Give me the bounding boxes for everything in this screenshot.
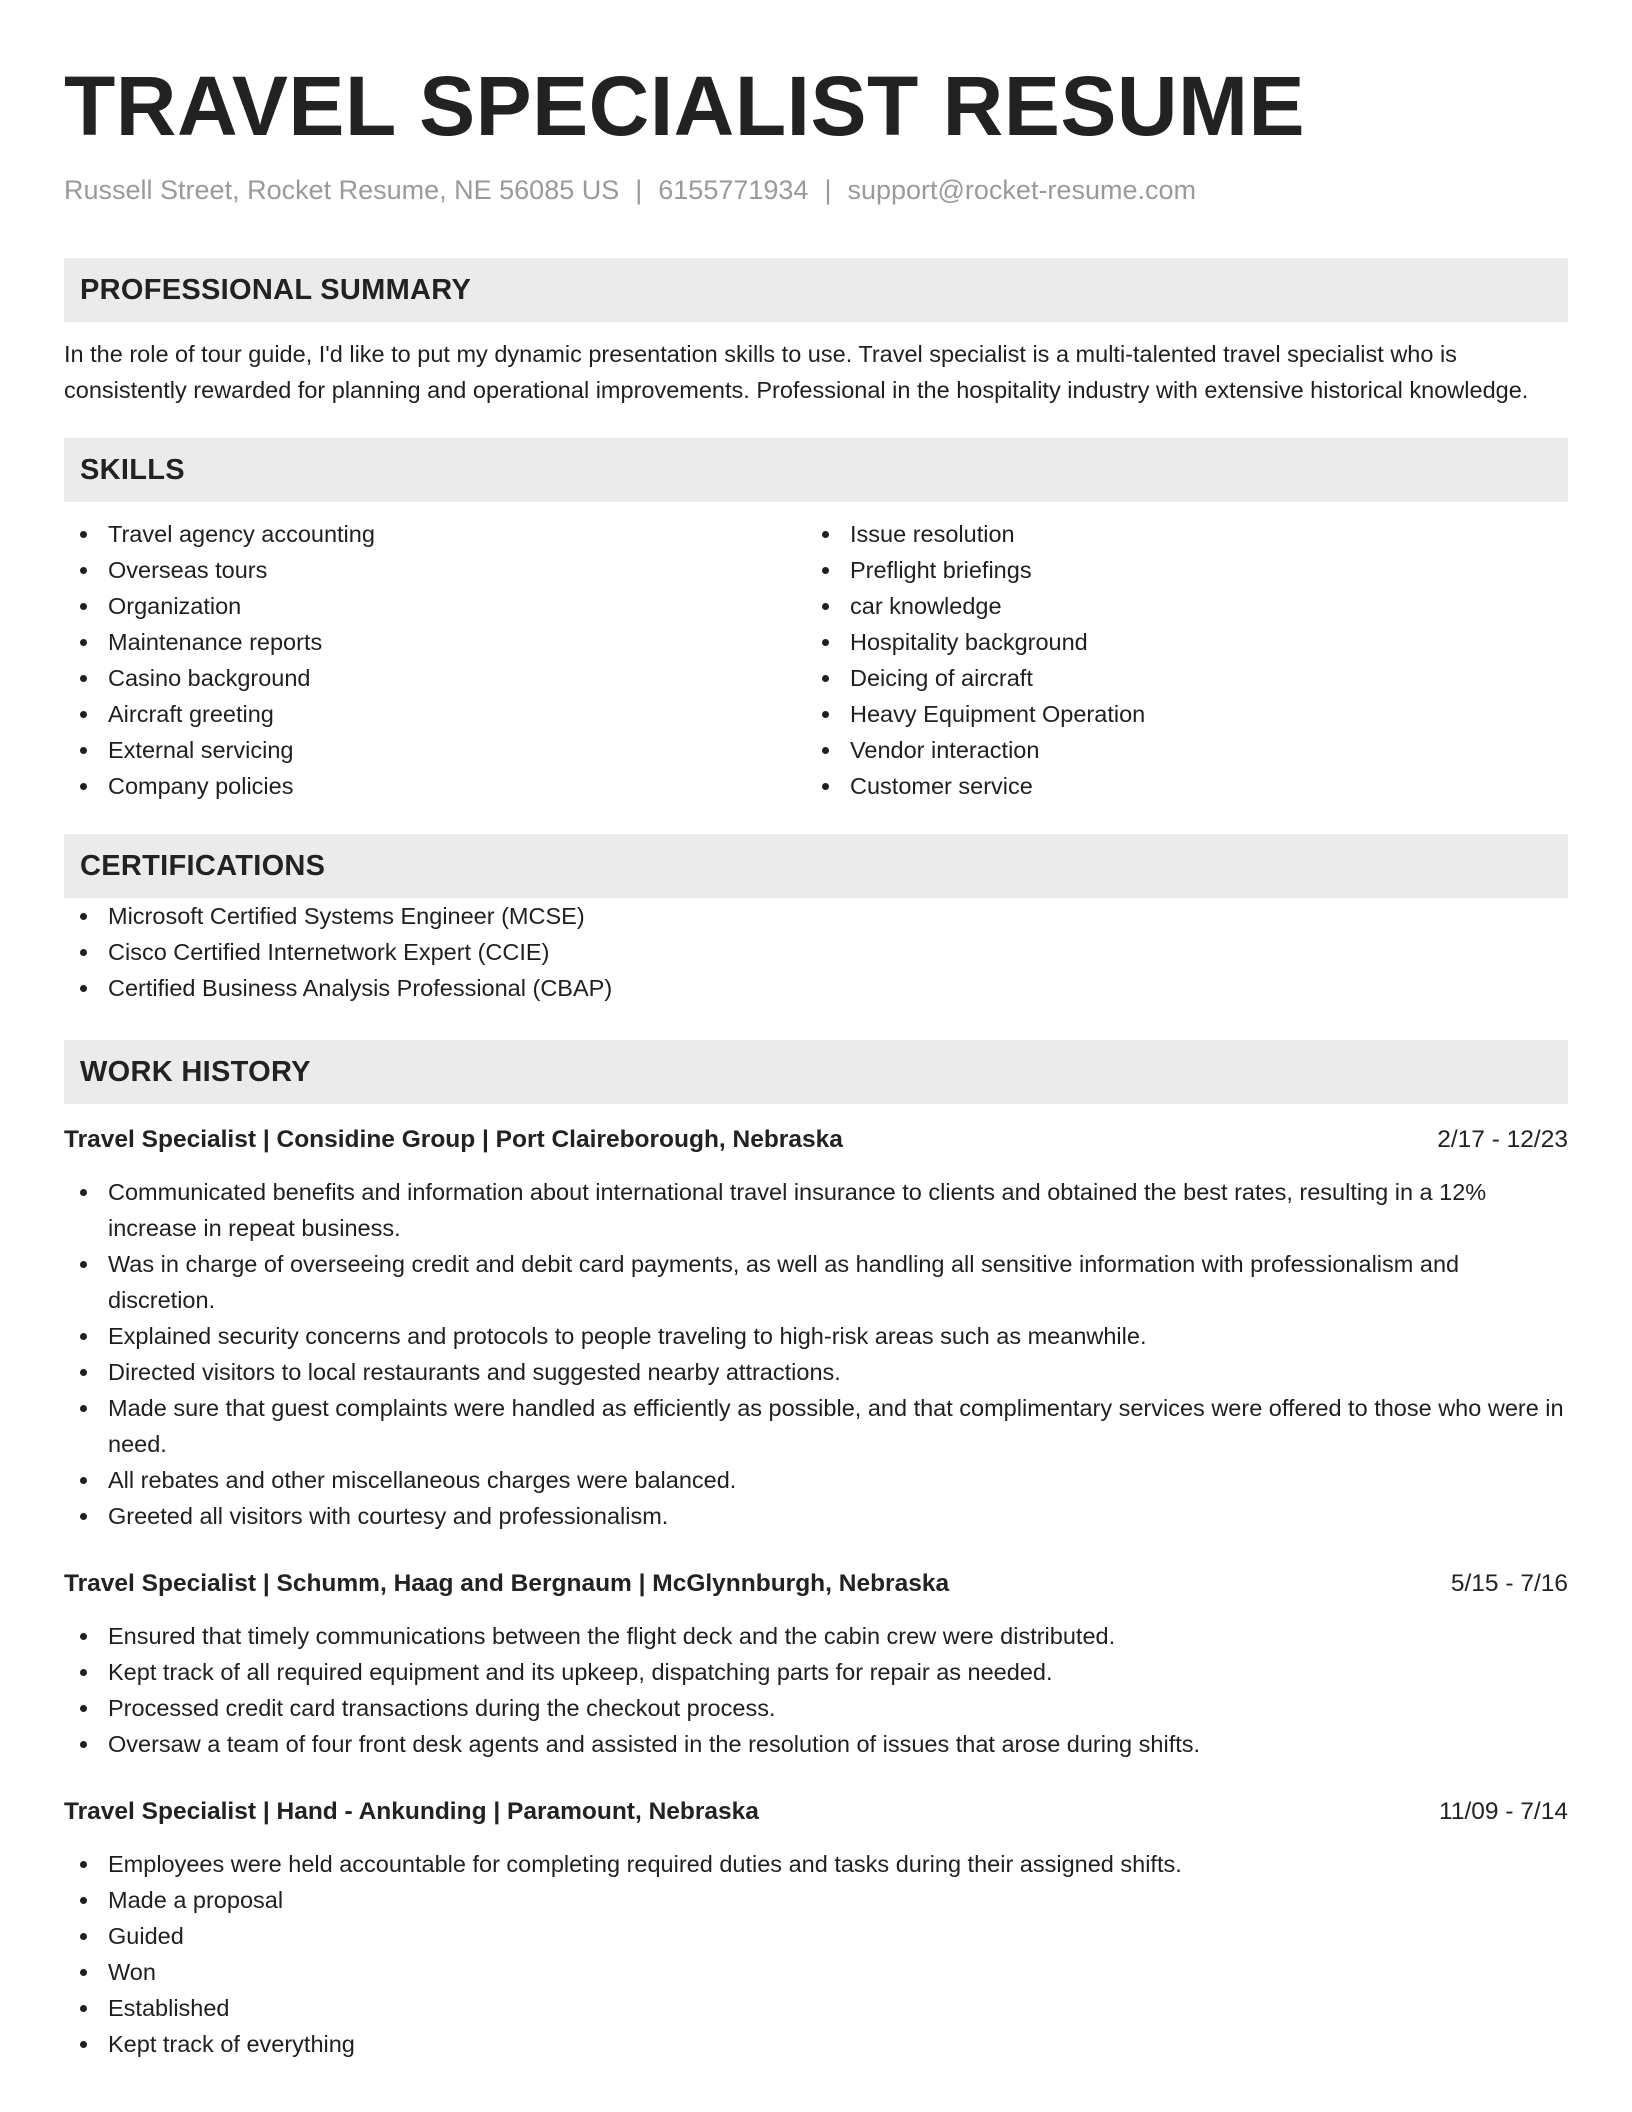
skill-item-text: Vendor interaction — [850, 737, 1040, 764]
job-dates: 2/17 - 12/23 — [1437, 1126, 1568, 1154]
skills-grid — [64, 516, 1568, 804]
skill-item-text: Deicing of aircraft — [850, 665, 1033, 692]
bullet-dot-icon — [80, 639, 87, 646]
work-history-list — [64, 1122, 1568, 2062]
bullet-dot-icon — [80, 1633, 87, 1640]
bullet-dot-icon — [80, 1405, 87, 1412]
skill-item — [64, 588, 806, 624]
job-bullet-text: Greeted all visitors with courtesy and professionalism. — [108, 1503, 669, 1530]
bullet-dot-icon — [822, 567, 829, 574]
summary-text: In the role of tour guide, I'd like to put my dynamic presentation skills to use. Travel specialist is a multi-talented travel specialist who is consistently rewarded for planning and operational improvements. Professional in the hospitality industry with extensive historical knowledge. — [64, 341, 1529, 404]
certification-item — [64, 898, 1568, 934]
job-bullet — [64, 1498, 1568, 1534]
bullet-dot-icon — [80, 913, 87, 920]
skills-list-right — [806, 516, 1548, 804]
job-bullet-text: Directed visitors to local restaurants and suggested nearby attractions. — [108, 1359, 841, 1386]
skill-item — [806, 696, 1548, 732]
job-header — [64, 1794, 1568, 1830]
bullet-dot-icon — [80, 1933, 87, 1940]
bullet-dot-icon — [80, 603, 87, 610]
job-bullet-text: Made a proposal — [108, 1887, 284, 1914]
certification-item — [64, 934, 1568, 970]
contact-email[interactable]: support@rocket-resume.com — [847, 175, 1196, 205]
certifications-list — [64, 898, 1568, 1006]
bullet-dot-icon — [80, 2041, 87, 2048]
bullet-dot-icon — [822, 675, 829, 682]
job-entry — [64, 1122, 1568, 1534]
job-dates: 11/09 - 7/14 — [1439, 1798, 1568, 1826]
bullet-dot-icon — [80, 1261, 87, 1268]
job-bullet — [64, 1918, 1568, 1954]
bullet-dot-icon — [822, 711, 829, 718]
job-bullet-text: Established — [108, 1995, 230, 2022]
job-title: Travel Specialist | Hand - Ankunding | Paramount, Nebraska — [64, 1798, 759, 1826]
job-bullet-text: Won — [108, 1959, 156, 1986]
skill-item — [64, 516, 806, 552]
bullet-dot-icon — [80, 675, 87, 682]
skill-item-text: Travel agency accounting — [108, 521, 375, 548]
job-bullet-list — [64, 1618, 1568, 1762]
bullet-dot-icon — [80, 1897, 87, 1904]
skill-item — [64, 696, 806, 732]
job-bullet — [64, 1690, 1568, 1726]
contact-phone: 6155771934 — [658, 175, 809, 205]
job-bullet — [64, 1990, 1568, 2026]
skill-item-text: Preflight briefings — [850, 557, 1032, 584]
skill-item-text: Maintenance reports — [108, 629, 323, 656]
skill-item — [806, 516, 1548, 552]
skills-list-left — [64, 516, 806, 804]
job-title: Travel Specialist | Considine Group | Port Claireborough, Nebraska — [64, 1126, 843, 1154]
job-entry — [64, 1566, 1568, 1762]
job-bullet-list — [64, 1846, 1568, 2062]
bullet-dot-icon — [80, 1189, 87, 1196]
skill-item-text: External servicing — [108, 737, 294, 764]
job-bullet — [64, 1654, 1568, 1690]
bullet-dot-icon — [80, 783, 87, 790]
bullet-dot-icon — [80, 1369, 87, 1376]
job-bullet-text: All rebates and other miscellaneous charges were balanced. — [108, 1467, 737, 1494]
skills-column-right — [806, 516, 1548, 804]
job-bullet — [64, 1246, 1568, 1318]
job-bullet-list — [64, 1174, 1568, 1534]
section-header-certifications: CERTIFICATIONS — [64, 834, 1568, 898]
bullet-dot-icon — [80, 1705, 87, 1712]
bullet-dot-icon — [80, 531, 87, 538]
job-title: Travel Specialist | Schumm, Haag and Bergnaum | McGlynnburgh, Nebraska — [64, 1570, 950, 1598]
job-bullet — [64, 1354, 1568, 1390]
contact-address: Russell Street, Rocket Resume, NE 56085 US — [64, 175, 620, 205]
job-header — [64, 1122, 1568, 1158]
certification-item-text: Microsoft Certified Systems Engineer (MCSE) — [108, 903, 585, 930]
bullet-dot-icon — [822, 531, 829, 538]
job-entry — [64, 1794, 1568, 2062]
job-bullet — [64, 1954, 1568, 1990]
bullet-dot-icon — [80, 949, 87, 956]
skill-item-text: car knowledge — [850, 593, 1002, 620]
skills-column-left — [64, 516, 806, 804]
job-bullet — [64, 1318, 1568, 1354]
skill-item — [64, 552, 806, 588]
skill-item — [806, 660, 1548, 696]
job-bullet — [64, 1726, 1568, 1762]
skill-item — [806, 552, 1548, 588]
certification-item-text: Cisco Certified Internetwork Expert (CCIE) — [108, 939, 550, 966]
bullet-dot-icon — [80, 1513, 87, 1520]
skill-item-text: Organization — [108, 593, 242, 620]
contact-separator: | — [635, 175, 643, 205]
job-bullet-text: Was in charge of overseeing credit and debit card payments, as well as handling all sensitive information with professionalism and discretion. — [108, 1251, 1460, 1314]
job-bullet — [64, 1618, 1568, 1654]
job-header — [64, 1566, 1568, 1602]
skill-item-text: Overseas tours — [108, 557, 268, 584]
job-bullet-text: Guided — [108, 1923, 184, 1950]
job-bullet-text: Made sure that guest complaints were handled as efficiently as possible, and that complimentary services were offered to those who were in need. — [108, 1395, 1564, 1458]
bullet-dot-icon — [80, 1333, 87, 1340]
job-bullet — [64, 1462, 1568, 1498]
skill-item-text: Company policies — [108, 773, 294, 800]
bullet-dot-icon — [822, 747, 829, 754]
bullet-dot-icon — [822, 783, 829, 790]
certification-item — [64, 970, 1568, 1006]
skill-item — [806, 624, 1548, 660]
bullet-dot-icon — [822, 639, 829, 646]
job-bullet-text: Ensured that timely communications between the flight deck and the cabin crew were distributed. — [108, 1623, 1116, 1650]
bullet-dot-icon — [80, 747, 87, 754]
job-bullet — [64, 2026, 1568, 2062]
bullet-dot-icon — [80, 1477, 87, 1484]
skill-item-text: Issue resolution — [850, 521, 1015, 548]
bullet-dot-icon — [80, 2005, 87, 2012]
contact-line — [64, 174, 1568, 206]
job-bullet-text: Kept track of all required equipment and its upkeep, dispatching parts for repair as needed. — [108, 1659, 1053, 1686]
bullet-dot-icon — [80, 1669, 87, 1676]
section-header-work-history: WORK HISTORY — [64, 1040, 1568, 1104]
bullet-dot-icon — [80, 985, 87, 992]
job-bullet-text: Communicated benefits and information about international travel insurance to clients and obtained the best rates, resulting in a 12% increase in repeat business. — [108, 1179, 1487, 1242]
job-bullet-text: Employees were held accountable for completing required duties and tasks during their assigned shifts. — [108, 1851, 1182, 1878]
section-header-summary: PROFESSIONAL SUMMARY — [64, 258, 1568, 322]
bullet-dot-icon — [80, 1861, 87, 1868]
job-bullet — [64, 1390, 1568, 1462]
bullet-dot-icon — [80, 1969, 87, 1976]
bullet-dot-icon — [822, 603, 829, 610]
skill-item — [64, 768, 806, 804]
job-dates: 5/15 - 7/16 — [1450, 1570, 1568, 1598]
job-bullet-text: Oversaw a team of four front desk agents and assisted in the resolution of issues that arose during shifts. — [108, 1731, 1201, 1758]
bullet-dot-icon — [80, 1741, 87, 1748]
certification-item-text: Certified Business Analysis Professional (CBAP) — [108, 975, 613, 1002]
skill-item-text: Casino background — [108, 665, 311, 692]
section-header-skills: SKILLS — [64, 438, 1568, 502]
job-bullet-text: Explained security concerns and protocols to people traveling to high-risk areas such as meanwhile. — [108, 1323, 1147, 1350]
skill-item — [806, 588, 1548, 624]
skill-item — [64, 624, 806, 660]
job-bullet-text: Kept track of everything — [108, 2031, 355, 2058]
job-bullet-text: Processed credit card transactions during the checkout process. — [108, 1695, 776, 1722]
skill-item — [806, 768, 1548, 804]
resume-title: TRAVEL SPECIALIST RESUME — [64, 59, 1306, 153]
skill-item-text: Aircraft greeting — [108, 701, 274, 728]
skill-item-text: Heavy Equipment Operation — [850, 701, 1146, 728]
bullet-dot-icon — [80, 711, 87, 718]
job-bullet — [64, 1882, 1568, 1918]
skill-item — [806, 732, 1548, 768]
contact-separator: | — [824, 175, 832, 205]
skill-item-text: Hospitality background — [850, 629, 1088, 656]
bullet-dot-icon — [80, 567, 87, 574]
job-bullet — [64, 1174, 1568, 1246]
skill-item-text: Customer service — [850, 773, 1033, 800]
job-bullet — [64, 1846, 1568, 1882]
skill-item — [64, 732, 806, 768]
skill-item — [64, 660, 806, 696]
